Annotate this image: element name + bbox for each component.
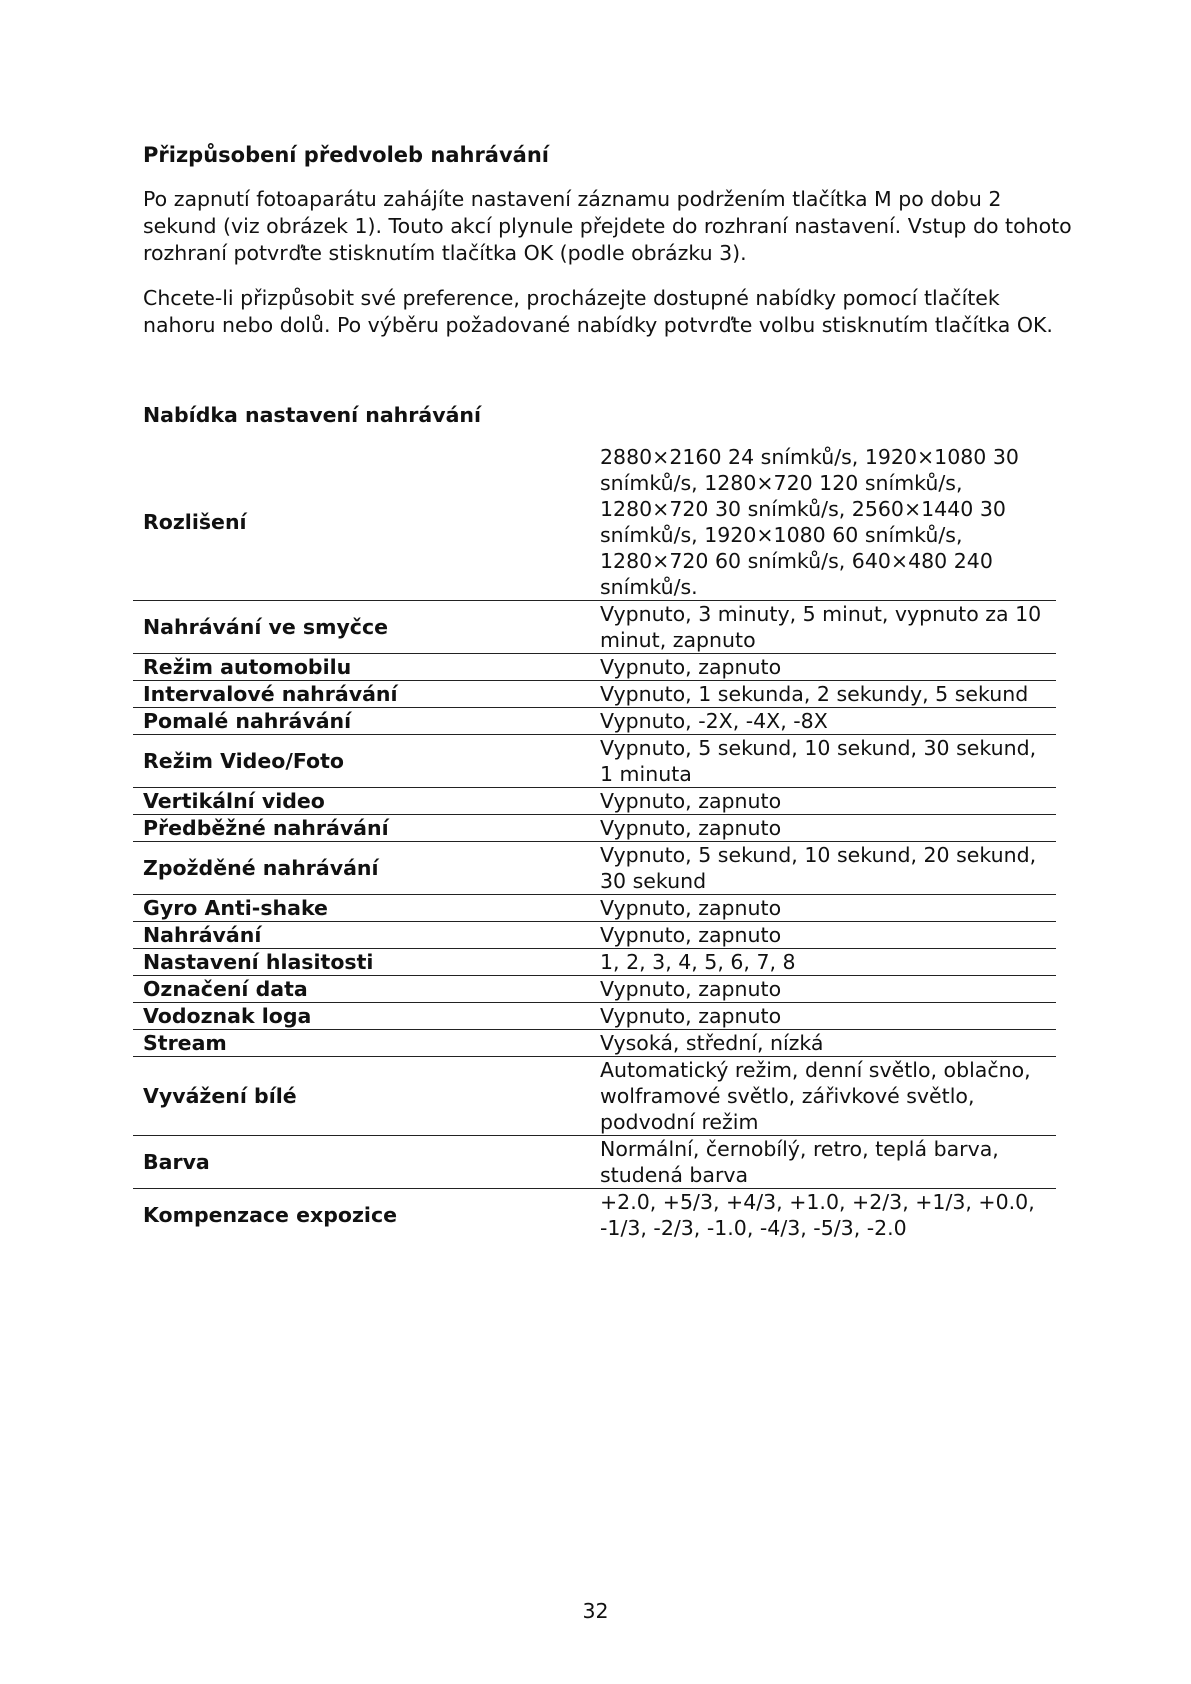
setting-options: Vypnuto, -2X, -4X, -8X — [590, 708, 1056, 735]
table-row — [133, 1003, 1056, 1030]
setting-name: Vertikální video — [133, 788, 590, 815]
page-number: 32 — [582, 1599, 609, 1623]
intro-paragraph: Po zapnutí fotoaparátu zahájíte nastavení záznamu podržením tlačítka M po dobu 2 sekund (viz obrázek 1). Touto akcí plynule přejdete do rozhraní nastavení. Vstup do tohoto rozhraní potvrďte stisknutím tlačítka OK (podle obrázku 3). — [143, 187, 1072, 265]
setting-options: Normální, černobílý, retro, teplá barva, studená barva — [590, 1136, 1056, 1189]
table-row — [133, 601, 1056, 654]
table-row — [133, 842, 1056, 895]
table-row — [133, 1057, 1056, 1136]
setting-options: Vypnuto, zapnuto — [590, 815, 1056, 842]
setting-options: Vypnuto, 5 sekund, 10 sekund, 20 sekund, 30 sekund — [590, 842, 1056, 895]
table-row — [133, 1189, 1056, 1242]
setting-name: Předběžné nahrávání — [133, 815, 590, 842]
setting-name: Nahrávání ve smyčce — [133, 601, 590, 654]
setting-name: Režim automobilu — [133, 654, 590, 681]
setting-name: Označení data — [133, 976, 590, 1003]
table-row — [133, 708, 1056, 735]
setting-options: Automatický režim, denní světlo, oblačno, wolframové světlo, zářivkové světlo, podvodní režim — [590, 1057, 1056, 1136]
setting-options: Vypnuto, 5 sekund, 10 sekund, 30 sekund, 1 minuta — [590, 735, 1056, 788]
table-row — [133, 654, 1056, 681]
table-row — [133, 681, 1056, 708]
setting-options: Vypnuto, zapnuto — [590, 922, 1056, 949]
setting-name: Gyro Anti-shake — [133, 895, 590, 922]
setting-options: Vysoká, střední, nízká — [590, 1030, 1056, 1057]
setting-name: Stream — [133, 1030, 590, 1057]
setting-options: Vypnuto, zapnuto — [590, 895, 1056, 922]
setting-options: Vypnuto, zapnuto — [590, 788, 1056, 815]
table-row — [133, 815, 1056, 842]
table-row — [133, 976, 1056, 1003]
table-row — [133, 922, 1056, 949]
table-row — [133, 1136, 1056, 1189]
settings-table — [133, 444, 1056, 1241]
setting-name: Vyvážení bílé — [133, 1057, 590, 1136]
table-row — [133, 1030, 1056, 1057]
setting-options: 2880×2160 24 snímků/s, 1920×1080 30 snímků/s, 1280×720 120 snímků/s, 1280×720 30 snímků/s, 2560×1440 30 snímků/s, 1920×1080 60 snímků/s, 1280×720 60 snímků/s, 640×480 240 snímků/s. — [590, 444, 1056, 601]
table-row — [133, 895, 1056, 922]
setting-options: Vypnuto, zapnuto — [590, 976, 1056, 1003]
table-row — [133, 735, 1056, 788]
setting-options: 1, 2, 3, 4, 5, 6, 7, 8 — [590, 949, 1056, 976]
table-row — [133, 788, 1056, 815]
table-title: Nabídka nastavení nahrávání — [143, 403, 482, 427]
setting-options: +2.0, +5/3, +4/3, +1.0, +2/3, +1/3, +0.0, -1/3, -2/3, -1.0, -4/3, -5/3, -2.0 — [600, 1190, 1035, 1240]
table-row — [133, 949, 1056, 976]
setting-name: Rozlišení — [133, 444, 590, 601]
setting-options: Vypnuto, 3 minuty, 5 minut, vypnuto za 10 minut, zapnuto — [590, 601, 1056, 654]
setting-options: Vypnuto, zapnuto — [590, 1003, 1056, 1030]
instructions-paragraph: Chcete-li přizpůsobit své preference, procházejte dostupné nabídky pomocí tlačítek nahoru nebo dolů. Po výběru požadované nabídky potvrďte volbu stisknutím tlačítka OK. — [143, 286, 1053, 337]
setting-name: Kompenzace expozice — [143, 1203, 397, 1227]
setting-options: Vypnuto, 1 sekunda, 2 sekundy, 5 sekund — [590, 681, 1056, 708]
setting-options: Vypnuto, zapnuto — [590, 654, 1056, 681]
setting-name: Vodoznak loga — [133, 1003, 590, 1030]
table-row — [133, 444, 1056, 601]
setting-name: Nahrávání — [133, 922, 590, 949]
setting-name: Pomalé nahrávání — [133, 708, 590, 735]
setting-name: Nastavení hlasitosti — [133, 949, 590, 976]
setting-name: Zpožděné nahrávání — [133, 842, 590, 895]
setting-name: Režim Video/Foto — [133, 735, 590, 788]
setting-name: Intervalové nahrávání — [133, 681, 590, 708]
section-heading: Přizpůsobení předvoleb nahrávání — [143, 143, 549, 167]
setting-name: Barva — [133, 1136, 590, 1189]
